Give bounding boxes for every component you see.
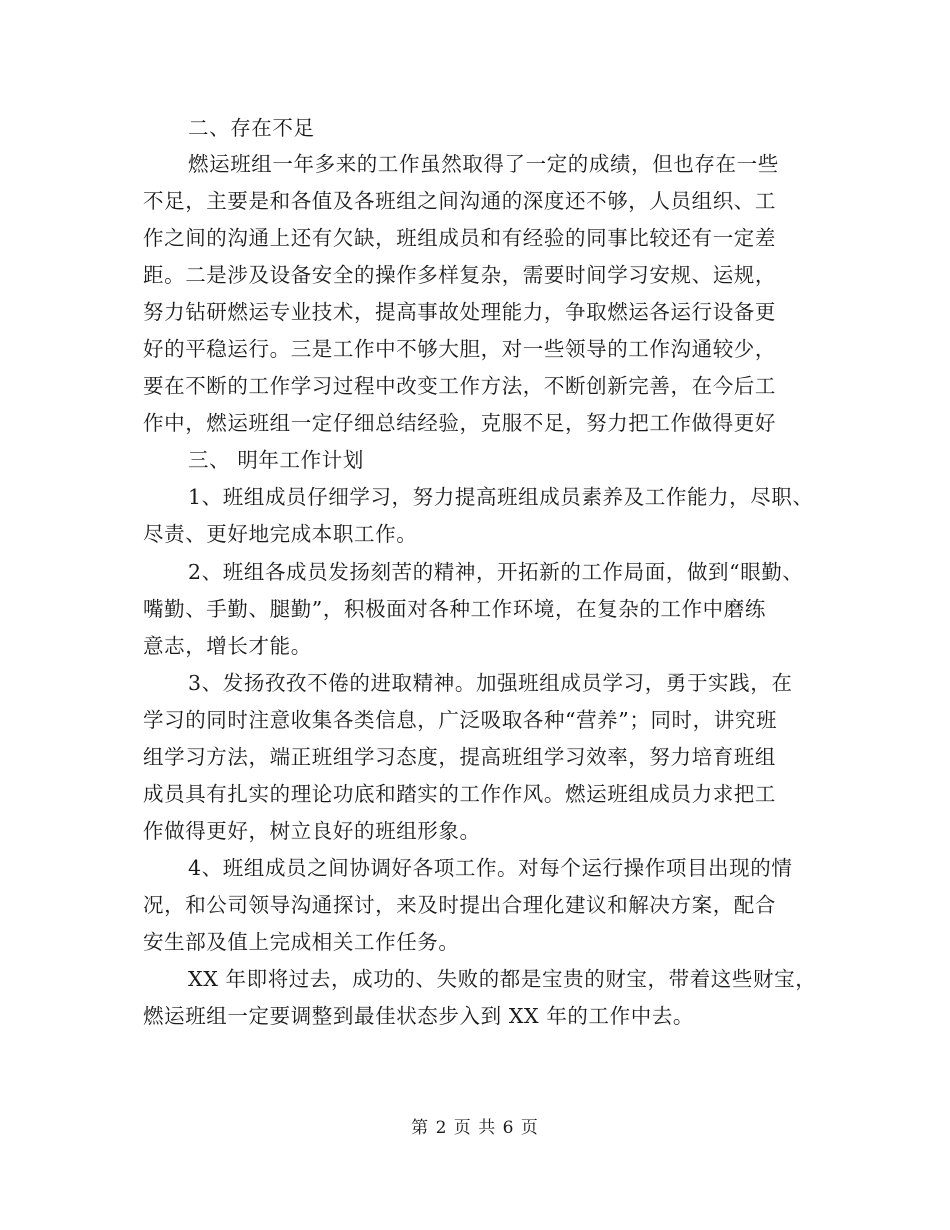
paragraph-line: 成员具有扎实的理论功底和踏实的工作作风。燃运班组成员力求把工 (143, 782, 776, 806)
paragraph-line: 嘴勤、手勤、腿勤”，积极面对各种工作环境，在复杂的工作中磨练 (143, 597, 766, 621)
paragraph-line: 组学习方法，端正班组学习态度，提高班组学习效率，努力培育班组 (143, 745, 776, 769)
paragraph-line: 作之间的沟通上还有欠缺，班组成员和有经验的同事比较还有一定差 (143, 226, 776, 250)
paragraph-line: 况，和公司领导沟通探讨，来及时提出合理化建议和解决方案，配合 (143, 893, 776, 917)
paragraph-line: 意志，增长才能。 (143, 634, 312, 658)
paragraph-line: 安生部及值上完成相关工作任务。 (143, 930, 460, 954)
section-heading-next-year-plan: 三、 明年工作计划 (188, 448, 364, 472)
paragraph-line: 作做得更好，树立良好的班组形象。 (143, 819, 481, 843)
paragraph-line: 燃运班组一年多来的工作虽然取得了一定的成绩，但也存在一些 (188, 152, 779, 176)
paragraph-line: 不足，主要是和各值及各班组之间沟通的深度还不够，人员组织、工 (143, 189, 776, 213)
paragraph-line: 燃运班组一定要调整到最佳状态步入到 XX 年的工作中去。 (143, 1004, 695, 1028)
paragraph-line: 距。二是涉及设备安全的操作多样复杂，需要时间学习安规、运规， (143, 263, 776, 287)
paragraph-line: 2、班组各成员发扬刻苦的精神，开拓新的工作局面，做到“眼勤、 (188, 560, 804, 584)
paragraph-line: XX 年即将过去，成功的、失败的都是宝贵的财宝，带着这些财宝， (188, 967, 817, 991)
paragraph-line: 尽责、更好地完成本职工作。 (143, 522, 418, 546)
paragraph-line: 努力钻研燃运专业技术，提高事故处理能力，争取燃运各运行设备更 (143, 300, 776, 324)
paragraph-line: 作中，燃运班组一定仔细总结经验，克服不足，努力把工作做得更好 (143, 411, 776, 435)
page-number-footer: 第 2 页 共 6 页 (411, 1118, 539, 1138)
section-heading-shortcomings: 二、存在不足 (188, 116, 315, 140)
paragraph-line: 3、发扬孜孜不倦的进取精神。加强班组成员学习，勇于实践，在 (188, 671, 793, 695)
paragraph-line: 1、班组成员仔细学习，努力提高班组成员素养及工作能力，尽职、 (188, 485, 814, 509)
paragraph-line: 好的平稳运行。三是工作中不够大胆，对一些领导的工作沟通较少， (143, 337, 776, 361)
paragraph-line: 要在不断的工作学习过程中改变工作方法，不断创新完善，在今后工 (143, 374, 776, 398)
paragraph-line: 4、班组成员之间协调好各项工作。对每个运行操作项目出现的情 (188, 856, 793, 880)
paragraph-line: 学习的同时注意收集各类信息，广泛吸取各种“营养”；同时，讲究班 (143, 708, 778, 732)
